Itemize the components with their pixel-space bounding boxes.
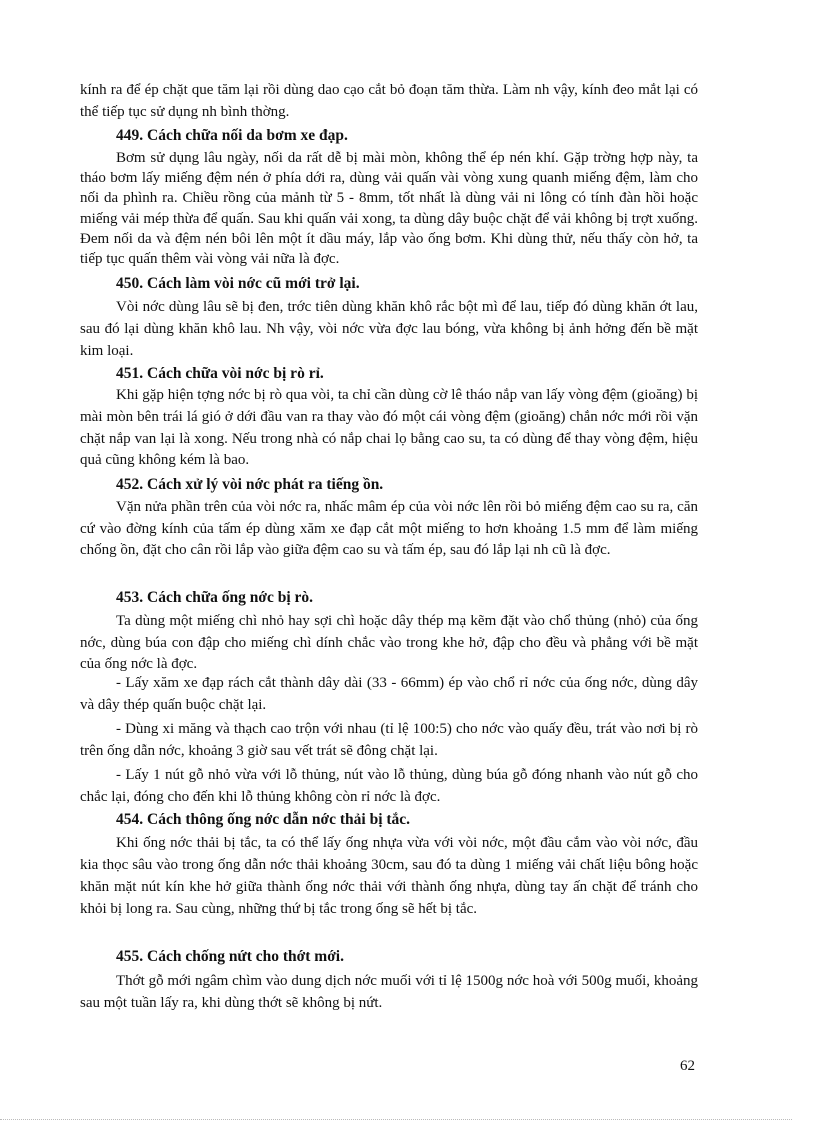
paragraph: Khi ống nớc thải bị tắc, ta có thể lấy ống nhựa vừa với vòi nớc, một đầu cắm vào vòi nớc, đầu kia thọc sâu vào trong ống dẫn nớc thải khoảng 30cm, sau đó ta dùng 1 miếng vải chất liệu bông hoặc khăn mặt nút kín khe hở giữa thành ống nớc thải với thành ống nhựa, dùng tay ấn chặt để tránh cho khỏi bị long ra. Sau cùng, những thứ bị tắc trong ống sẽ hết bị tắc. (80, 835, 698, 917)
paragraph: Vòi nớc dùng lâu sẽ bị đen, trớc tiên dùng khăn khô rắc bột mì để lau, tiếp đó dùng khăn ớt lau, sau đó lại dùng khăn khô lau. Nh vậy, vòi nớc vừa đợc lau bóng, vừa không bị ảnh hởng đến bề mặt kim loại. (80, 299, 698, 359)
paragraph: Thớt gỗ mới ngâm chìm vào dung dịch nớc muối với tỉ lệ 1500g nớc hoà với 500g muối, khoảng sau một tuần lấy ra, khi dùng thớt sẽ không bị nứt. (80, 973, 698, 1011)
paragraph: - Lấy 1 nút gỗ nhỏ vừa với lỗ thủng, nút vào lỗ thủng, dùng búa gỗ đóng nhanh vào nút gỗ cho chắc lại, đóng cho đến khi lỗ thủng không còn rỉ nớc là đợc. (80, 767, 698, 805)
paragraph: Bơm sử dụng lâu ngày, nối da rất dễ bị mài mòn, không thể ép nén khí. Gặp trờng hợp này, ta tháo bơm lấy miếng đệm nén ở phía dới ra, dùng vải quấn vài vòng xung quanh miếng đệm, làm cho nối da phình ra. Chiều rồng của mảnh từ 5 - 8mm, tốt nhất là dùng vải ni lông có tính đàn hồi hoặc miếng vải mép thừa để quấn. Sau khi quấn vải xong, ta dùng dây buộc chặt để vải không bị trợt xuống. Đem nối da và đệm nén bôi lên một ít dầu máy, lắp vào ống bơm. Khi dùng thử, nếu thấy còn hở, ta tiếp tục quấn thêm vài vòng vải nữa là đợc. (80, 150, 698, 268)
paragraph: Ta dùng một miếng chì nhỏ hay sợi chì hoặc dây thép mạ kẽm đặt vào chổ thủng (nhỏ) của ống nớc, dùng búa con đập cho miếng chì dính chắc vào trong khe hở, đập cho đều và phẳng với bề mặt của ống nớc là đợc. (80, 613, 698, 672)
page-border-divider (0, 1119, 792, 1120)
paragraph: - Dùng xi măng và thạch cao trộn với nhau (tỉ lệ 100:5) cho nớc vào quấy đều, trát vào nơi bị rò trên ống dẫn nớc, khoảng 3 giờ sau vết trát sẽ đông chặt lại. (80, 721, 698, 759)
page-number: 62 (680, 1058, 695, 1074)
heading-449: 449. Cách chữa nối da bơm xe đạp. (116, 127, 348, 144)
heading-452: 452. Cách xử lý vòi nớc phát ra tiếng ồn. (116, 476, 384, 493)
heading-451: 451. Cách chữa vòi nớc bị rò rỉ. (116, 365, 324, 382)
heading-454: 454. Cách thông ống nớc dẫn nớc thải bị tắc. (116, 811, 411, 828)
paragraph: - Lấy xăm xe đạp rách cắt thành dây dài (33 - 66mm) ép vào chổ rỉ nớc của ống nớc, dùng dây và dây thép quấn buộc chặt lại. (80, 675, 698, 713)
heading-455: 455. Cách chống nứt cho thớt mới. (116, 948, 344, 965)
paragraph: Khi gặp hiện tợng nớc bị rò qua vòi, ta chỉ cần dùng cờ lê tháo nắp van lấy vòng đệm (gioăng) bị mài mòn bên trái lá gió ở dới đầu van ra thay vào đó một cái vòng đệm (gioăng) chắn nớc mới rồi vặn chặt nắp van lại là xong. Nếu trong nhà có nắp chai lọ bằng cao su, ta có dùng để thay vòng đệm, hiệu quả cũng không kém là bao. (80, 387, 698, 469)
paragraph: Vặn nửa phần trên của vòi nớc ra, nhấc mâm ép của vòi nớc lên rồi bỏ miếng đệm cao su ra, căn cứ vào đờng kính của tấm ép dùng xăm xe đạp cắt một miếng to hơn khoảng 1.5 mm để làm miếng chống ồn, đặt cho cân rồi lắp vào giữa đệm cao su và tấm ép, sau đó lắp lại nh cũ là đợc. (80, 499, 698, 558)
heading-450: 450. Cách làm vòi nớc cũ mới trở lại. (116, 275, 360, 292)
paragraph-continued: kính ra để ép chặt que tăm lại rồi dùng dao cạo cắt bỏ đoạn tăm thừa. Làm nh vậy, kính đeo mắt lại có thể tiếp tục sử dụng nh bình thờng. (80, 82, 698, 120)
heading-453: 453. Cách chữa ống nớc bị rò. (116, 589, 314, 606)
